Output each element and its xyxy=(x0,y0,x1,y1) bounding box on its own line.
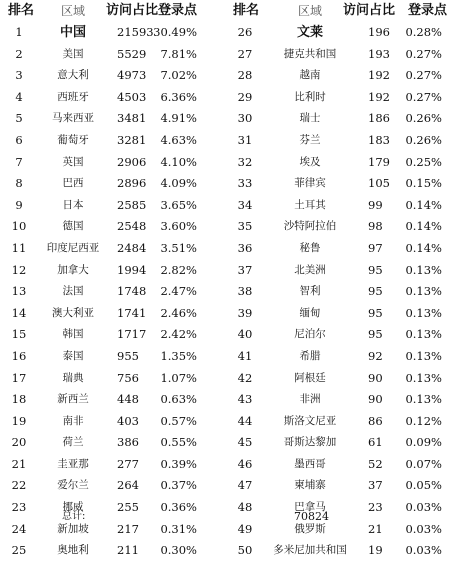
table-row xyxy=(228,540,450,562)
rank-cell: 21 xyxy=(11,456,27,471)
rank-cell: 49 xyxy=(237,521,253,536)
region-cell: 瑞典 xyxy=(62,371,84,384)
table-row xyxy=(0,44,228,66)
rank-cell: 36 xyxy=(237,240,253,255)
table-row xyxy=(228,173,450,195)
right-table xyxy=(228,0,450,562)
region-cell: 非洲 xyxy=(299,393,321,406)
share-cell: 2.42% xyxy=(160,327,197,342)
table-row xyxy=(0,519,228,541)
rank-cell: 22 xyxy=(11,478,27,493)
visits-cell: 2548 xyxy=(117,219,147,234)
table-row xyxy=(0,368,228,390)
rank-cell: 33 xyxy=(237,176,253,191)
visits-cell: 95 xyxy=(368,284,383,299)
table-row xyxy=(228,497,450,519)
table-row xyxy=(228,432,450,454)
share-cell: 0.03% xyxy=(405,500,442,515)
visits-cell: 3281 xyxy=(117,132,147,147)
table-row xyxy=(228,152,450,174)
rank-cell: 15 xyxy=(11,327,27,342)
total-label: 总计: xyxy=(62,511,86,522)
visits-cell: 211 xyxy=(117,543,139,558)
share-cell: 3.60% xyxy=(160,219,197,234)
region-cell: 缅甸 xyxy=(299,306,321,319)
rank-cell: 25 xyxy=(11,543,27,558)
region-cell: 芬兰 xyxy=(299,133,321,146)
rank-cell: 23 xyxy=(11,500,27,515)
visits-cell: 105 xyxy=(368,176,390,191)
visits-cell: 179 xyxy=(368,154,390,169)
region-cell: 比利时 xyxy=(294,90,326,103)
rank-cell: 13 xyxy=(11,284,27,299)
visits-cell: 4503 xyxy=(117,89,147,104)
total-value: 70824 xyxy=(294,510,329,523)
share-cell: 0.15% xyxy=(405,176,442,191)
table-row xyxy=(0,22,228,44)
header-rank: 排名 xyxy=(7,3,34,18)
visits-cell: 193 xyxy=(368,46,390,61)
share-cell: 0.37% xyxy=(160,478,197,493)
table-row xyxy=(228,130,450,152)
share-cell: 0.13% xyxy=(405,392,442,407)
visits-cell: 196 xyxy=(368,25,390,39)
region-cell: 马来西亚 xyxy=(52,112,94,125)
table-row xyxy=(0,108,228,130)
table-row xyxy=(228,44,450,66)
visits-cell: 255 xyxy=(117,500,139,515)
header-share: 登录点 xyxy=(158,3,198,18)
share-cell: 0.28% xyxy=(405,25,442,39)
header-row xyxy=(0,0,228,22)
table-row xyxy=(0,216,228,238)
share-cell: 2.47% xyxy=(160,284,197,299)
visits-cell: 90 xyxy=(368,370,383,385)
visits-cell: 21593 xyxy=(117,25,154,39)
table-row xyxy=(0,281,228,303)
table-row xyxy=(0,303,228,325)
rank-cell: 39 xyxy=(237,305,253,320)
share-cell: 0.26% xyxy=(405,132,442,147)
region-cell: 法国 xyxy=(62,285,84,298)
region-cell: 美国 xyxy=(62,47,84,60)
rank-cell: 14 xyxy=(11,305,27,320)
visits-cell: 1741 xyxy=(117,305,147,320)
share-cell: 0.09% xyxy=(405,435,442,450)
share-cell: 0.13% xyxy=(405,262,442,277)
table-row xyxy=(0,173,228,195)
region-cell: 俄罗斯 xyxy=(294,522,326,535)
table-row xyxy=(228,346,450,368)
rank-cell: 42 xyxy=(237,370,253,385)
region-cell: 沙特阿拉伯 xyxy=(283,220,337,233)
visits-cell: 192 xyxy=(368,68,390,83)
rank-cell: 29 xyxy=(237,89,253,104)
table-row xyxy=(228,411,450,433)
region-cell: 巴西 xyxy=(62,177,84,190)
table-row xyxy=(0,152,228,174)
region-cell: 秘鲁 xyxy=(299,241,321,254)
rank-cell: 31 xyxy=(237,132,253,147)
rank-cell: 32 xyxy=(237,154,253,169)
table-row xyxy=(0,260,228,282)
table-row xyxy=(228,108,450,130)
rank-cell: 6 xyxy=(15,132,23,147)
visits-cell: 186 xyxy=(368,111,390,126)
region-cell: 文莱 xyxy=(296,25,323,40)
table-row xyxy=(228,238,450,260)
share-cell: 2.82% xyxy=(160,262,197,277)
table-row xyxy=(228,324,450,346)
region-cell: 西班牙 xyxy=(57,90,89,103)
rank-cell: 20 xyxy=(11,435,27,450)
table-row xyxy=(0,324,228,346)
share-cell: 6.36% xyxy=(160,89,197,104)
table-row xyxy=(0,195,228,217)
rank-cell: 48 xyxy=(237,500,253,515)
region-cell: 意大利 xyxy=(57,69,89,82)
visits-cell: 756 xyxy=(117,370,139,385)
rank-cell: 41 xyxy=(237,348,253,363)
share-cell: 0.07% xyxy=(405,456,442,471)
region-cell: 墨西哥 xyxy=(294,457,326,470)
rank-cell: 8 xyxy=(15,176,23,191)
table-row xyxy=(228,195,450,217)
visits-cell: 5529 xyxy=(117,46,147,61)
visits-cell: 2906 xyxy=(117,154,147,169)
table-row xyxy=(228,65,450,87)
rank-cell: 16 xyxy=(11,348,27,363)
visits-cell: 52 xyxy=(368,456,383,471)
visits-cell: 183 xyxy=(368,132,390,147)
rank-cell: 30 xyxy=(237,111,253,126)
share-cell: 0.13% xyxy=(405,348,442,363)
region-cell: 爱尔兰 xyxy=(57,479,89,492)
table-row xyxy=(0,454,228,476)
region-cell: 南非 xyxy=(62,414,84,427)
header-visits: 访问占比 xyxy=(106,3,159,18)
share-cell: 0.03% xyxy=(405,521,442,536)
share-cell: 2.46% xyxy=(160,305,197,320)
header-region: 区域 xyxy=(60,4,85,18)
share-cell: 0.27% xyxy=(405,89,442,104)
visits-cell: 955 xyxy=(117,348,139,363)
region-cell: 澳大利亚 xyxy=(52,306,94,319)
visits-cell: 21 xyxy=(368,521,383,536)
share-cell: 4.10% xyxy=(160,154,197,169)
table-row xyxy=(228,368,450,390)
region-cell: 尼泊尔 xyxy=(294,328,326,341)
share-cell: 0.12% xyxy=(405,413,442,428)
share-cell: 0.63% xyxy=(160,392,197,407)
rank-cell: 11 xyxy=(11,240,27,255)
share-cell: 0.13% xyxy=(405,327,442,342)
region-cell: 智利 xyxy=(299,285,321,298)
region-cell: 菲律宾 xyxy=(294,177,326,190)
visits-cell: 95 xyxy=(368,262,383,277)
region-cell: 希腊 xyxy=(299,349,321,362)
region-cell: 捷克共和国 xyxy=(283,47,337,60)
table-row xyxy=(0,540,228,562)
share-cell: 0.13% xyxy=(405,370,442,385)
table-row xyxy=(228,475,450,497)
rank-cell: 4 xyxy=(15,89,23,104)
rank-cell: 1 xyxy=(15,25,23,39)
share-cell: 4.63% xyxy=(160,132,197,147)
table-row xyxy=(228,22,450,44)
table-row xyxy=(0,389,228,411)
rank-cell: 5 xyxy=(15,111,23,126)
region-cell: 阿根廷 xyxy=(294,371,326,384)
table-row xyxy=(0,411,228,433)
visits-cell: 37 xyxy=(368,478,383,493)
share-cell: 0.57% xyxy=(160,413,197,428)
table-row xyxy=(0,346,228,368)
share-cell: 0.30% xyxy=(160,543,197,558)
header-share: 登录点 xyxy=(408,3,448,18)
share-cell: 3.65% xyxy=(160,197,197,212)
region-cell: 加拿大 xyxy=(57,263,89,276)
visits-cell: 99 xyxy=(368,197,383,212)
share-cell: 4.09% xyxy=(160,176,197,191)
visits-cell: 217 xyxy=(117,521,139,536)
rank-cell: 12 xyxy=(11,262,27,277)
rank-cell: 27 xyxy=(237,46,253,61)
share-cell: 4.91% xyxy=(160,111,197,126)
region-cell: 挪威 xyxy=(62,501,84,514)
rank-cell: 24 xyxy=(11,521,27,536)
rank-cell: 40 xyxy=(237,327,253,342)
visits-cell: 1748 xyxy=(117,284,147,299)
share-cell: 0.31% xyxy=(160,521,197,536)
region-cell: 圭亚那 xyxy=(57,457,89,470)
table-row xyxy=(0,87,228,109)
rank-cell: 37 xyxy=(237,262,253,277)
table-row xyxy=(228,389,450,411)
visits-cell: 386 xyxy=(117,435,139,450)
table-row xyxy=(228,260,450,282)
region-cell: 奥地利 xyxy=(57,544,89,557)
share-cell: 0.13% xyxy=(405,305,442,320)
table-row xyxy=(0,65,228,87)
share-cell: 0.39% xyxy=(160,456,197,471)
table-row xyxy=(0,130,228,152)
visits-cell: 192 xyxy=(368,89,390,104)
visits-cell: 277 xyxy=(117,456,139,471)
header-visits: 访问占比 xyxy=(343,3,396,18)
visits-cell: 1717 xyxy=(117,327,147,342)
region-cell: 哥斯达黎加 xyxy=(283,436,337,449)
share-cell: 0.14% xyxy=(405,219,442,234)
rank-cell: 3 xyxy=(15,68,23,83)
visits-cell: 2896 xyxy=(117,176,147,191)
header-row xyxy=(228,0,450,22)
region-cell: 柬埔寨 xyxy=(294,479,326,492)
table-row xyxy=(0,475,228,497)
table-row xyxy=(228,303,450,325)
share-cell: 0.36% xyxy=(160,500,197,515)
rank-cell: 46 xyxy=(237,456,253,471)
region-cell: 葡萄牙 xyxy=(57,133,89,146)
visits-cell: 23 xyxy=(368,500,383,515)
right-table-body xyxy=(228,22,450,562)
rank-cell: 2 xyxy=(15,46,23,61)
visits-cell: 4973 xyxy=(117,68,147,83)
visits-cell: 95 xyxy=(368,327,383,342)
rank-cell: 18 xyxy=(11,392,27,407)
rank-cell: 43 xyxy=(237,392,253,407)
header-region: 区域 xyxy=(297,4,322,18)
region-cell: 德国 xyxy=(62,220,84,233)
rank-cell: 28 xyxy=(237,68,253,83)
table-row xyxy=(228,281,450,303)
visits-cell: 95 xyxy=(368,305,383,320)
share-cell: 3.51% xyxy=(160,240,197,255)
rank-cell: 26 xyxy=(237,25,253,39)
region-cell: 多米尼加共和国 xyxy=(273,544,347,557)
table-row xyxy=(0,238,228,260)
share-cell: 0.03% xyxy=(405,543,442,558)
rank-cell: 7 xyxy=(15,154,23,169)
region-cell: 印度尼西亚 xyxy=(46,241,100,254)
share-cell: 7.02% xyxy=(160,68,197,83)
visits-cell: 98 xyxy=(368,219,383,234)
region-cell: 中国 xyxy=(59,25,86,40)
rank-cell: 35 xyxy=(237,219,253,234)
region-cell: 泰国 xyxy=(62,349,84,362)
rank-cell: 19 xyxy=(11,413,27,428)
region-cell: 土耳其 xyxy=(294,198,326,211)
visits-cell: 2484 xyxy=(117,240,147,255)
visits-cell: 448 xyxy=(117,392,139,407)
visits-cell: 86 xyxy=(368,413,383,428)
rank-cell: 9 xyxy=(15,197,23,212)
rank-cell: 47 xyxy=(237,478,253,493)
share-cell: 0.55% xyxy=(160,435,197,450)
table-row xyxy=(228,87,450,109)
region-cell: 越南 xyxy=(299,69,321,82)
table-row xyxy=(0,432,228,454)
rank-cell: 44 xyxy=(237,413,253,428)
visits-cell: 19 xyxy=(368,543,383,558)
rank-cell: 50 xyxy=(237,543,253,558)
share-cell: 0.13% xyxy=(405,284,442,299)
region-cell: 巴拿马 xyxy=(294,501,326,514)
visits-cell: 61 xyxy=(368,435,383,450)
table-row xyxy=(228,216,450,238)
share-cell: 1.35% xyxy=(160,348,197,363)
share-cell: 0.27% xyxy=(405,46,442,61)
region-cell: 韩国 xyxy=(62,328,84,341)
rank-cell: 10 xyxy=(11,219,27,234)
table-row xyxy=(0,497,228,519)
share-cell: 0.27% xyxy=(405,68,442,83)
visits-cell: 2585 xyxy=(117,197,147,212)
visits-cell: 3481 xyxy=(117,111,147,126)
share-cell: 0.26% xyxy=(405,111,442,126)
share-cell: 0.14% xyxy=(405,197,442,212)
rank-cell: 34 xyxy=(237,197,253,212)
visits-cell: 90 xyxy=(368,392,383,407)
region-cell: 新西兰 xyxy=(57,393,89,406)
visits-cell: 1994 xyxy=(117,262,147,277)
share-cell: 0.05% xyxy=(405,478,442,493)
table-row xyxy=(228,519,450,541)
region-cell: 埃及 xyxy=(299,155,321,168)
region-cell: 斯洛文尼亚 xyxy=(283,414,337,427)
rank-cell: 17 xyxy=(11,370,27,385)
table-row xyxy=(228,454,450,476)
share-cell: 1.07% xyxy=(160,370,197,385)
visits-cell: 92 xyxy=(368,348,383,363)
visits-cell: 264 xyxy=(117,478,139,493)
share-cell: 30.49% xyxy=(153,25,197,39)
rank-cell: 38 xyxy=(237,284,253,299)
visits-cell: 403 xyxy=(117,413,139,428)
left-table-body xyxy=(0,22,228,562)
header-rank: 排名 xyxy=(232,3,259,18)
visits-cell: 97 xyxy=(368,240,383,255)
share-cell: 7.81% xyxy=(160,46,197,61)
share-cell: 0.14% xyxy=(405,240,442,255)
region-cell: 北美洲 xyxy=(294,263,326,276)
region-cell: 新加坡 xyxy=(57,522,89,535)
region-cell: 瑞士 xyxy=(299,112,321,125)
region-cell: 日本 xyxy=(62,198,84,211)
share-cell: 0.25% xyxy=(405,154,442,169)
region-cell: 英国 xyxy=(62,155,84,168)
rank-cell: 45 xyxy=(237,435,253,450)
region-cell: 荷兰 xyxy=(62,436,84,449)
